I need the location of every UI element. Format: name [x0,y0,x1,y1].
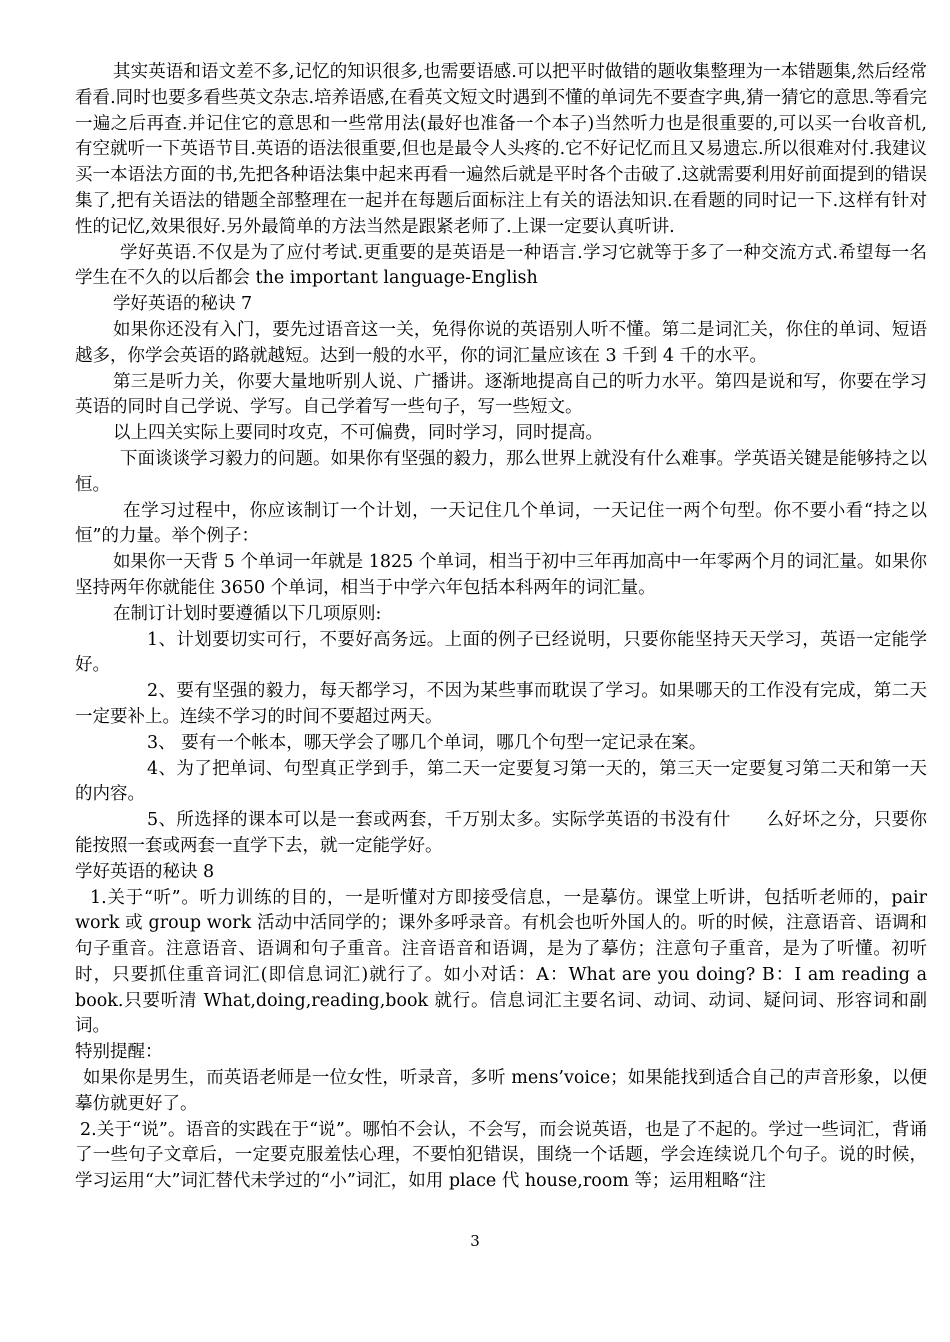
paragraph: 如果你一天背 5 个单词一年就是 1825 个单词，相当于初中三年再加高中一年零两个月的词汇量。如果你坚持两年你就能住 3650 个单词，相当于中学六年包括本科两年的词汇量。 [75,552,927,598]
paragraph: 第三是听力关，你要大量地听别人说、广播讲。逐渐地提高自己的听力水平。第四是说和写，你要在学习英语的同时自己学说、学写。自己学着写一些句子，写一些短文。 [75,371,927,418]
paragraph: 学好英语的秘诀 8 [75,861,215,882]
paragraph: 1、计划要切实可行，不要好高务远。上面的例子已经说明，只要你能坚持天天学习，英语一定能学好。 [75,629,927,676]
paragraph: 1.关于“听”。听力训练的目的，一是听懂对方即接受信息，一是摹仿。课堂上听讲，包括听老师的，pair work 或 group work 活动中活同学的；课外多呼录音。有机会也听外国人的。听的时候，注意语音、语调和句子重音。注意语音、语调和句子重音。注音语音和语调，是为了摹仿；注意句子重音，是为了听懂。初听时，只要抓住重音词汇(即信息词汇)就行了。如小对话：A：What are you doing? B：I am reading a book.只要听清 What,doing,reading,book 就行。信息词汇主要名词、动词、动词、疑问词、形容词和副词。 [75,887,927,1037]
paragraph: 如果你还没有入门，要先过语音这一关，免得你说的英语别人听不懂。第二是词汇关，你住的单词、短语越多，你学会英语的路就越短。达到一般的水平，你的词汇量应该在 3 千到 4 千的水平。 [75,319,927,366]
paragraph: 学好英语.不仅是为了应付考试.更重要的是英语是一种语言.学习它就等于多了一种交流方式.希望每一名学生在不久的以后都会 the important language-English [75,242,927,289]
paragraph: 其实英语和语文差不多,记忆的知识很多,也需要语感.可以把平时做错的题收集整理为一本错题集,然后经常看看.同时也要多看些英文杂志.培养语感,在看英文短文时遇到不懂的单词先不要查字典,猜一猜它的意思.等看完一遍之后再查.并记住它的意思和一些常用法(最好也准备一个本子)当然听力也是很重要的,可以买一台收音机,有空就听一下英语节目.英语的语法很重要,但也是最令人头疼的.它不好记忆而且又易遗忘.所以很难对付.我建议买一本语法方面的书,先把各种语法集中起来再看一遍然后就是平时各个击破了.这就需要利用好前面提到的错误集了,把有关语法的错题全部整理在一起并在每题后面标注上有关的语法知识.在看题的同时记一下.这样有针对性的记忆,效果很好.另外最简单的方法当然是跟紧老师了.上课一定要认真听讲. [75,62,927,237]
paragraph: 2、要有坚强的毅力，每天都学习，不因为某些事而耽误了学习。如果哪天的工作没有完成，第二天一定要补上。连续不学习的时间不要超过两天。 [75,681,927,727]
paragraph: 2.关于“说”。语音的实践在于“说”。哪怕不会认，不会写，而会说英语，也是了不起的。学过一些词汇，背诵了一些句子文章后，一定要克服羞怯心理，不要怕犯错误，围绕一个话题，学会连续说几个句子。说的时候，学习运用“大”词汇替代未学过的“小”词汇，如用 place 代 house,room 等；运用粗略“注 [75,1119,927,1192]
paragraph: 特别提醒： [75,1042,163,1063]
paragraph: 在制订计划时要遵循以下几项原则: [113,603,382,624]
paragraph: 如果你是男生，而英语老师是一位女性，听录音，多听 mens’voice；如果能找到适合自己的声音形象，以便摹仿就更好了。 [75,1068,927,1114]
paragraph: 4、为了把单词、句型真正学到手，第二天一定要复习第一天的，第三天一定要复习第二天和第一天的内容。 [75,758,927,805]
paragraph: 在学习过程中，你应该制订一个计划，一天记住几个单词，一天记住一两个句型。你不要小看“持之以恒”的力量。举个例子： [75,500,927,547]
paragraph: 学好英语的秘诀 7 [113,294,253,315]
page-number: 3 [470,1232,480,1250]
paragraph: 下面谈谈学习毅力的问题。如果你有坚强的毅力，那么世界上就没有什么难事。学英语关键是能够持之以恒。 [75,448,927,495]
paragraph: 5、所选择的课本可以是一套或两套，千万别太多。实际学英语的书没有什 么好坏之分，只要你能按照一套或两套一直学下去，就一定能学好。 [75,810,927,856]
body-text [75,60,927,1195]
paragraph: 以上四关实际上要同时攻克，不可偏费，同时学习，同时提高。 [113,423,603,444]
paragraph: 3、 要有一个帐本，哪天学会了哪几个单词，哪几个句型一定记录在案。 [147,732,707,753]
